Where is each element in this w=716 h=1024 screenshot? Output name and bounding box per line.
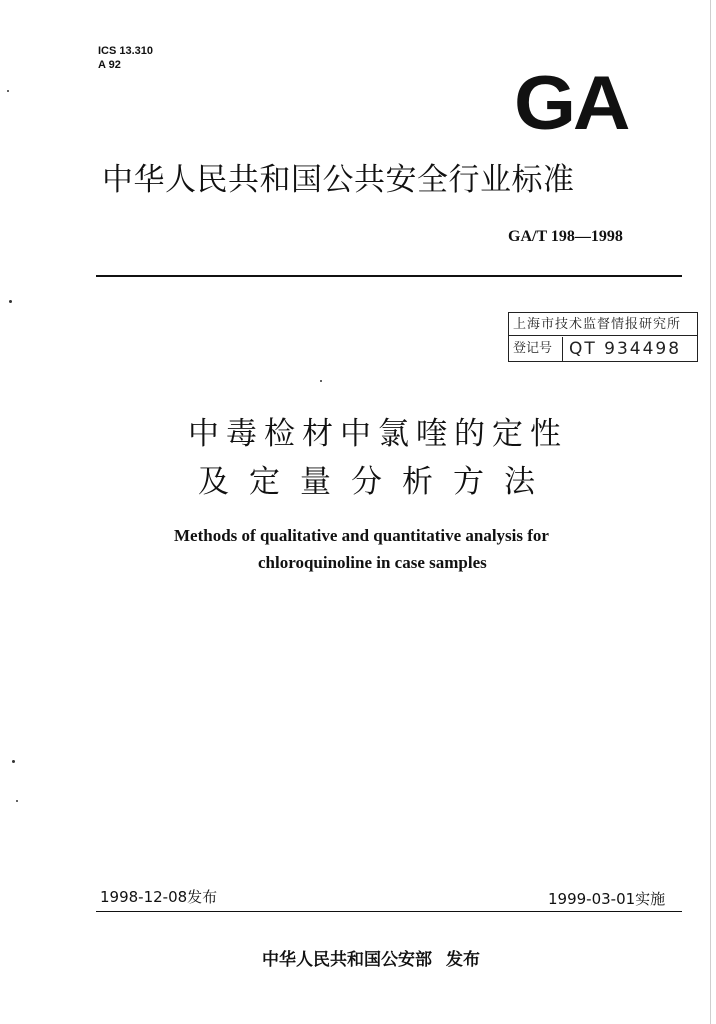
classification-codes — [98, 44, 153, 72]
scan-speck — [12, 760, 15, 763]
title-chinese-line2: 及定量分析方法 — [198, 464, 555, 500]
stamp-institute: 上海市技术监督情报研究所 — [509, 313, 697, 336]
publisher-action: 发布 — [446, 950, 480, 970]
scan-speck — [9, 300, 12, 303]
standard-number: GA/T 198—1998 — [508, 228, 623, 245]
ics-code: ICS 13.310 — [98, 45, 154, 57]
title-chinese-line1: 中毒检材中氯喹的定性 — [188, 416, 568, 452]
ga-logo: GA — [514, 61, 628, 146]
page-edge — [710, 0, 711, 1024]
title-english-line2: chloroquinoline in case samples — [258, 553, 487, 572]
header-rule — [96, 275, 682, 277]
ccs-code: A 92 — [98, 59, 121, 71]
scan-speck — [16, 800, 18, 802]
stamp-reg-label: 登记号 — [509, 337, 563, 361]
implementation-date: 1999-03-01实施 — [548, 890, 666, 908]
publisher-name: 中华人民共和国公安部 — [262, 950, 432, 970]
registration-stamp — [508, 312, 698, 362]
scan-speck — [7, 90, 9, 92]
footer-rule — [96, 911, 682, 912]
issue-date: 1998-12-08发布 — [100, 888, 218, 906]
publisher-line — [262, 948, 480, 972]
organization-title: 中华人民共和国公共安全行业标准 — [102, 162, 575, 198]
title-english-line1: Methods of qualitative and quantitative analysis for — [174, 526, 549, 545]
scan-speck — [320, 380, 322, 382]
stamp-reg-number: QT 934498 — [569, 339, 682, 359]
